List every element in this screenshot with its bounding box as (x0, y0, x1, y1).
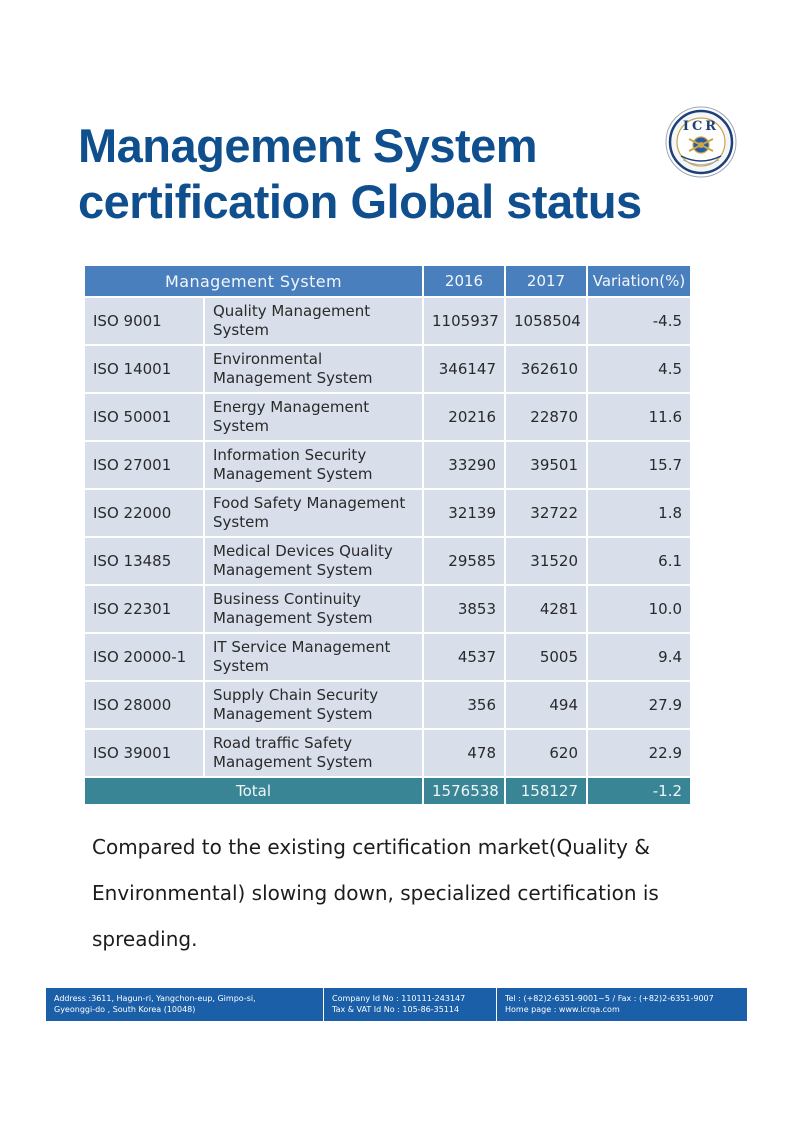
system-name: IT Service Management System (204, 633, 423, 681)
variation-value: 4.5 (587, 345, 690, 393)
company-id: Company Id No : 110111-243147 (332, 994, 466, 1003)
tel-fax: Tel : (+82)2-6351-9001~5 / Fax : (+82)2-6351-9007 (505, 994, 714, 1003)
value-2016: 3853 (423, 585, 505, 633)
seal-lettering: ICR (682, 119, 720, 134)
iso-code: ISO 50001 (85, 393, 204, 441)
footer-contact (496, 988, 747, 1021)
value-2017: 362610 (505, 345, 587, 393)
table-row (85, 633, 690, 681)
total-2017: 158127 (505, 777, 587, 804)
value-2017: 4281 (505, 585, 587, 633)
footer-bar (46, 988, 747, 1021)
table-row (85, 681, 690, 729)
variation-value: 15.7 (587, 441, 690, 489)
table-row (85, 297, 690, 345)
system-name: Supply Chain Security Management System (204, 681, 423, 729)
iso-code: ISO 22301 (85, 585, 204, 633)
address-line-2: Gyeonggi-do , South Korea (10048) (54, 1005, 196, 1014)
system-name: Road traffic Safety Management System (204, 729, 423, 777)
iso-code: ISO 39001 (85, 729, 204, 777)
table-row (85, 489, 690, 537)
value-2016: 20216 (423, 393, 505, 441)
value-2016: 478 (423, 729, 505, 777)
value-2017: 22870 (505, 393, 587, 441)
system-name: Information Security Management System (204, 441, 423, 489)
value-2016: 346147 (423, 345, 505, 393)
value-2017: 494 (505, 681, 587, 729)
iso-code: ISO 9001 (85, 297, 204, 345)
iso-code: ISO 28000 (85, 681, 204, 729)
variation-value: 6.1 (587, 537, 690, 585)
total-label: Total (85, 777, 423, 804)
value-2017: 31520 (505, 537, 587, 585)
table-row (85, 345, 690, 393)
system-name: Business Continuity Management System (204, 585, 423, 633)
icr-seal-icon (665, 106, 737, 178)
certification-table (85, 266, 690, 804)
system-name: Medical Devices Quality Management System (204, 537, 423, 585)
total-2016: 1576538 (423, 777, 505, 804)
header-2016: 2016 (423, 266, 505, 297)
value-2017: 620 (505, 729, 587, 777)
variation-value: 22.9 (587, 729, 690, 777)
value-2017: 1058504 (505, 297, 587, 345)
footer-company-ids (323, 988, 496, 1021)
homepage-link[interactable]: Home page : www.icrqa.com (505, 1005, 620, 1014)
table-row (85, 537, 690, 585)
value-2017: 32722 (505, 489, 587, 537)
variation-value: 27.9 (587, 681, 690, 729)
value-2016: 356 (423, 681, 505, 729)
table-row (85, 729, 690, 777)
value-2016: 1105937 (423, 297, 505, 345)
title-line-1: Management System (78, 119, 538, 172)
page-title (78, 118, 642, 230)
iso-code: ISO 13485 (85, 537, 204, 585)
table-row (85, 393, 690, 441)
header-variation: Variation(%) (587, 266, 690, 297)
table-header-row (85, 266, 690, 297)
total-variation: -1.2 (587, 777, 690, 804)
variation-value: 10.0 (587, 585, 690, 633)
value-2016: 4537 (423, 633, 505, 681)
value-2016: 32139 (423, 489, 505, 537)
header-2017: 2017 (505, 266, 587, 297)
system-name: Quality Management System (204, 297, 423, 345)
system-name: Food Safety Management System (204, 489, 423, 537)
table-row (85, 585, 690, 633)
iso-code: ISO 22000 (85, 489, 204, 537)
iso-code: ISO 14001 (85, 345, 204, 393)
tax-id: Tax & VAT Id No : 105-86-35114 (332, 1005, 460, 1014)
variation-value: -4.5 (587, 297, 690, 345)
value-2017: 39501 (505, 441, 587, 489)
value-2016: 29585 (423, 537, 505, 585)
iso-code: ISO 20000-1 (85, 633, 204, 681)
total-row (85, 777, 690, 804)
footer-address (46, 988, 323, 1021)
variation-value: 11.6 (587, 393, 690, 441)
value-2016: 33290 (423, 441, 505, 489)
system-name: Environmental Management System (204, 345, 423, 393)
system-name: Energy Management System (204, 393, 423, 441)
value-2017: 5005 (505, 633, 587, 681)
header-management-system: Management System (85, 266, 423, 297)
iso-code: ISO 27001 (85, 441, 204, 489)
variation-value: 1.8 (587, 489, 690, 537)
variation-value: 9.4 (587, 633, 690, 681)
title-line-2: certification Global status (78, 175, 642, 228)
summary-text: Compared to the existing certification market(Quality & Environmental) slowing down, specialized certification is spreading. (92, 835, 659, 951)
address-line-1: Address :3611, Hagun-ri, Yangchon-eup, Gimpo-si, (54, 994, 256, 1003)
table-row (85, 441, 690, 489)
